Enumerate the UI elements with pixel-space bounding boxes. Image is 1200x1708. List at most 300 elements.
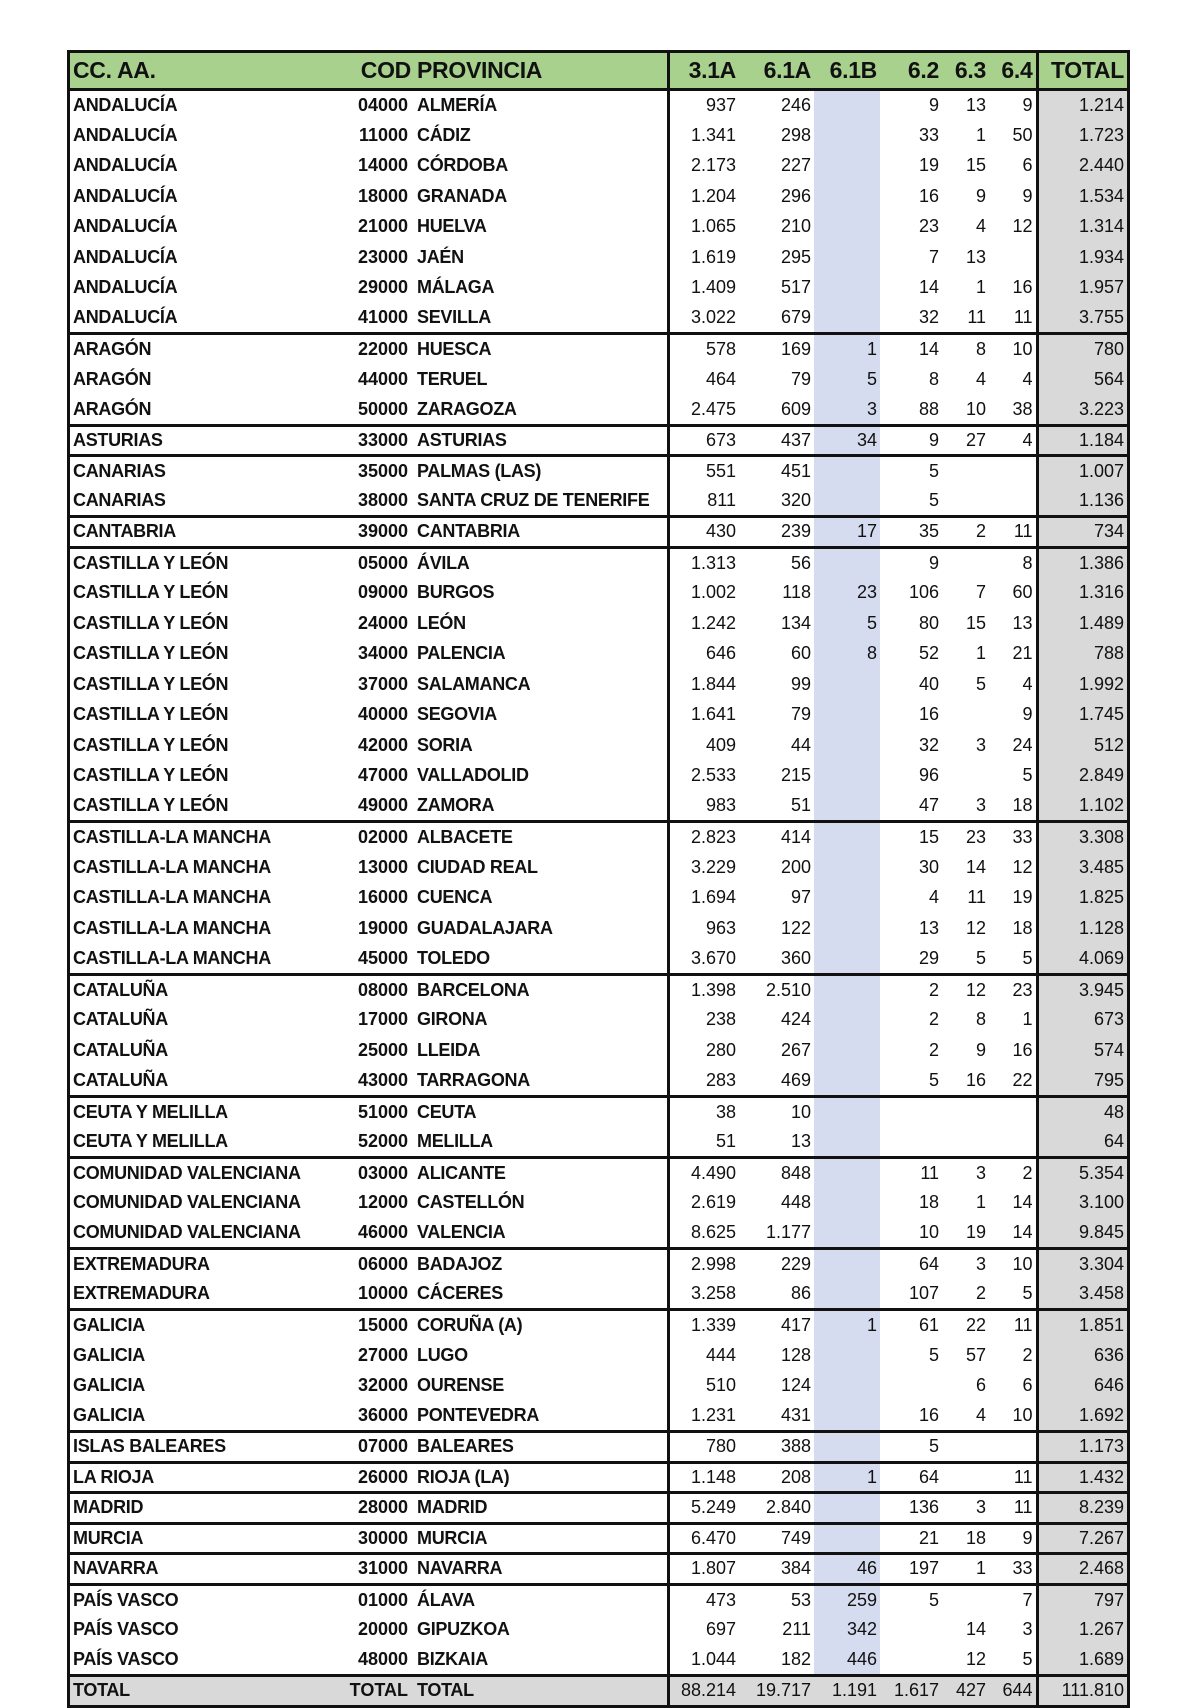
cell-6-1b: 5 xyxy=(814,608,880,639)
cell-3-1a: 2.173 xyxy=(668,151,739,182)
cell-total: 3.458 xyxy=(1037,1279,1127,1310)
cell-6-1a: 517 xyxy=(780,277,811,298)
table-row xyxy=(70,1279,1127,1310)
cell-6-4: 12 xyxy=(1012,216,1033,237)
cell-6-1a: 44 xyxy=(790,734,811,755)
cell-total: 636 xyxy=(1037,1340,1127,1371)
cell-6-1a: 169 xyxy=(739,334,814,365)
cell-6-3: 4 xyxy=(975,1405,986,1425)
cell-provincia: BALEARES xyxy=(414,1432,668,1463)
cell-3-1a: 1.619 xyxy=(668,242,739,273)
cell-ccaa: CASTILLA Y LEÓN xyxy=(73,612,229,633)
cell-total: 3.755 xyxy=(1037,303,1127,334)
cell-cod: 42000 xyxy=(357,734,408,755)
cell-cod: 14000 xyxy=(357,155,408,176)
cell-cod: 05000 xyxy=(342,547,414,578)
cell-6-3: 7 xyxy=(975,582,986,603)
cell-6-1a: 749 xyxy=(739,1523,814,1554)
cell-cod: 20000 xyxy=(357,1619,408,1640)
cell-total: 1.489 xyxy=(1037,608,1127,639)
cell-6-1b xyxy=(814,1157,880,1188)
cell-provincia: SEVILLA xyxy=(417,307,491,327)
cell-3-1a: 963 xyxy=(668,913,739,944)
header-total: TOTAL xyxy=(1037,53,1127,90)
province-table xyxy=(70,53,1127,1705)
cell-6-3: 9 xyxy=(975,1039,986,1060)
cell-6-4: 10 xyxy=(1012,1405,1033,1425)
totals-6-3: 427 xyxy=(942,1676,989,1705)
cell-6-2: 14 xyxy=(918,277,939,298)
cell-6-4 xyxy=(989,486,1037,517)
cell-6-1b xyxy=(814,730,880,761)
cell-6-2: 33 xyxy=(918,124,939,145)
cell-ccaa: PAÍS VASCO xyxy=(73,1619,179,1640)
cell-6-4: 9 xyxy=(1022,704,1033,725)
cell-6-2: 4 xyxy=(928,887,939,908)
table-row xyxy=(70,334,1127,365)
table-row xyxy=(70,1584,1127,1615)
cell-cod: 06000 xyxy=(342,1249,414,1280)
cell-6-1a: 128 xyxy=(780,1344,811,1365)
cell-6-1b xyxy=(814,700,880,731)
cell-total: 1.184 xyxy=(1037,425,1127,456)
table-row xyxy=(70,212,1127,243)
cell-6-4: 22 xyxy=(1012,1069,1033,1090)
cell-total: 2.849 xyxy=(1037,761,1127,792)
cell-6-1a: 417 xyxy=(739,1310,814,1341)
cell-total: 512 xyxy=(1037,730,1127,761)
header-cod: COD xyxy=(342,53,414,90)
table-row xyxy=(70,761,1127,792)
table-row xyxy=(70,608,1127,639)
cell-provincia: SANTA CRUZ DE TENERIFE xyxy=(417,490,650,510)
cell-3-1a: 780 xyxy=(668,1432,739,1463)
header-6-4: 6.4 xyxy=(989,53,1037,90)
table-row xyxy=(70,1615,1127,1646)
cell-6-3: 3 xyxy=(942,1157,989,1188)
cell-6-1a: 384 xyxy=(739,1554,814,1585)
cell-6-3 xyxy=(942,547,989,578)
cell-6-1b: 5 xyxy=(814,364,880,395)
cell-ccaa: CATALUÑA xyxy=(70,974,342,1005)
totals-6-2: 1.617 xyxy=(880,1676,942,1705)
cell-3-1a: 1.844 xyxy=(668,669,739,700)
table-row xyxy=(70,1005,1127,1036)
cell-cod: 48000 xyxy=(357,1649,408,1669)
cell-6-3: 1 xyxy=(942,1554,989,1585)
cell-ccaa: CASTILLA Y LEÓN xyxy=(73,582,229,603)
cell-6-4: 11 xyxy=(989,1493,1037,1524)
cell-6-1b xyxy=(814,1340,880,1371)
cell-total: 1.314 xyxy=(1037,212,1127,243)
cell-cod: 39000 xyxy=(342,517,414,548)
cell-provincia: RIOJA (LA) xyxy=(414,1462,668,1493)
cell-6-2: 10 xyxy=(918,1222,939,1242)
cell-cod: 34000 xyxy=(357,643,408,664)
cell-3-1a: 2.998 xyxy=(668,1249,739,1280)
cell-6-4: 18 xyxy=(1012,917,1033,938)
cell-6-1b xyxy=(814,1188,880,1219)
cell-3-1a: 1.694 xyxy=(668,883,739,914)
cell-ccaa: ANDALUCÍA xyxy=(73,216,178,237)
cell-6-1a: 437 xyxy=(739,425,814,456)
cell-ccaa: LA RIOJA xyxy=(70,1462,342,1493)
cell-provincia: CIUDAD REAL xyxy=(417,856,538,877)
cell-6-1b: 17 xyxy=(814,517,880,548)
cell-3-1a: 3.022 xyxy=(668,303,739,334)
cell-cod: 51000 xyxy=(342,1096,414,1127)
cell-cod: 07000 xyxy=(342,1432,414,1463)
cell-6-3 xyxy=(942,456,989,487)
cell-6-1a: 448 xyxy=(780,1192,811,1213)
cell-6-4 xyxy=(989,1127,1037,1158)
cell-6-2: 11 xyxy=(880,1157,942,1188)
cell-3-1a: 1.409 xyxy=(668,273,739,304)
cell-6-2: 30 xyxy=(918,856,939,877)
cell-3-1a: 510 xyxy=(668,1371,739,1402)
cell-cod: 49000 xyxy=(357,795,408,815)
cell-3-1a: 1.341 xyxy=(668,120,739,151)
cell-3-1a: 280 xyxy=(668,1035,739,1066)
cell-6-2: 19 xyxy=(918,155,939,176)
cell-6-3 xyxy=(942,1127,989,1158)
cell-ccaa: ASTURIAS xyxy=(70,425,342,456)
cell-ccaa: CASTILLA Y LEÓN xyxy=(73,765,229,786)
cell-total: 1.432 xyxy=(1037,1462,1127,1493)
totals-6-4: 644 xyxy=(989,1676,1037,1705)
cell-provincia: NAVARRA xyxy=(414,1554,668,1585)
cell-ccaa: CASTILLA Y LEÓN xyxy=(73,643,229,664)
cell-6-4: 38 xyxy=(1012,398,1033,419)
cell-6-2: 5 xyxy=(880,1584,942,1615)
cell-3-1a: 551 xyxy=(668,456,739,487)
table-row xyxy=(70,1188,1127,1219)
table-row xyxy=(70,883,1127,914)
cell-6-3 xyxy=(942,761,989,792)
cell-cod: 41000 xyxy=(357,307,408,327)
cell-total: 795 xyxy=(1037,1066,1127,1097)
cell-provincia: HUESCA xyxy=(414,334,668,365)
cell-6-4 xyxy=(989,1432,1037,1463)
header-6-1b: 6.1B xyxy=(814,53,880,90)
cell-6-1b xyxy=(814,1249,880,1280)
cell-6-4: 10 xyxy=(989,1249,1037,1280)
cell-ccaa: GALICIA xyxy=(73,1344,145,1365)
cell-total: 2.440 xyxy=(1037,151,1127,182)
cell-ccaa: EXTREMADURA xyxy=(73,1283,210,1303)
cell-provincia: BARCELONA xyxy=(414,974,668,1005)
cell-ccaa: CASTILLA-LA MANCHA xyxy=(73,947,271,968)
cell-ccaa: CASTILLA Y LEÓN xyxy=(73,734,229,755)
cell-ccaa: ARAGÓN xyxy=(73,398,152,419)
cell-total: 7.267 xyxy=(1037,1523,1127,1554)
cell-ccaa: CASTILLA-LA MANCHA xyxy=(73,856,271,877)
cell-ccaa: ANDALUCÍA xyxy=(73,155,178,176)
cell-cod: 38000 xyxy=(357,490,408,510)
cell-ccaa: CANARIAS xyxy=(70,456,342,487)
cell-6-4: 11 xyxy=(989,1462,1037,1493)
cell-provincia: LUGO xyxy=(417,1344,468,1365)
cell-6-1b xyxy=(814,669,880,700)
cell-6-4 xyxy=(989,456,1037,487)
cell-cod: 09000 xyxy=(357,582,408,603)
cell-6-1a: 229 xyxy=(739,1249,814,1280)
table-row xyxy=(70,456,1127,487)
cell-cod: 08000 xyxy=(342,974,414,1005)
cell-provincia: ALBACETE xyxy=(414,822,668,853)
cell-3-1a: 578 xyxy=(668,334,739,365)
cell-6-2: 2 xyxy=(928,1009,939,1030)
cell-6-3: 27 xyxy=(942,425,989,456)
cell-6-4: 9 xyxy=(1022,95,1033,115)
cell-provincia: PONTEVEDRA xyxy=(417,1405,540,1425)
totals-3-1a: 88.214 xyxy=(668,1676,739,1705)
cell-cod: 40000 xyxy=(357,704,408,725)
cell-total: 1.267 xyxy=(1037,1615,1127,1646)
cell-6-4: 5 xyxy=(1022,765,1033,786)
cell-3-1a: 473 xyxy=(668,1584,739,1615)
cell-cod: 22000 xyxy=(342,334,414,365)
cell-6-2: 5 xyxy=(928,490,939,510)
cell-6-1b: 259 xyxy=(814,1584,880,1615)
cell-6-2: 16 xyxy=(918,1405,939,1425)
cell-6-4: 18 xyxy=(1012,795,1033,815)
cell-cod: 43000 xyxy=(357,1069,408,1090)
cell-ccaa: ANDALUCÍA xyxy=(73,246,178,267)
cell-3-1a: 3.258 xyxy=(668,1279,739,1310)
cell-provincia: GUADALAJARA xyxy=(417,917,553,938)
table-row xyxy=(70,1523,1127,1554)
cell-6-1b xyxy=(814,1523,880,1554)
cell-6-2: 14 xyxy=(880,334,942,365)
cell-6-2: 2 xyxy=(928,1039,939,1060)
cell-cod: 19000 xyxy=(357,917,408,938)
cell-3-1a: 2.475 xyxy=(668,395,739,426)
cell-provincia: SORIA xyxy=(417,734,473,755)
cell-cod: 44000 xyxy=(357,368,408,389)
cell-6-1b xyxy=(814,852,880,883)
cell-ccaa: GALICIA xyxy=(73,1375,145,1396)
cell-6-1a: 414 xyxy=(739,822,814,853)
cell-6-1a: 10 xyxy=(739,1096,814,1127)
cell-total: 1.689 xyxy=(1037,1645,1127,1676)
cell-6-4: 21 xyxy=(1012,643,1033,664)
cell-total: 1.825 xyxy=(1037,883,1127,914)
cell-total: 1.214 xyxy=(1037,90,1127,121)
cell-ccaa: CEUTA Y MELILLA xyxy=(73,1130,228,1151)
cell-total: 1.723 xyxy=(1037,120,1127,151)
cell-3-1a: 283 xyxy=(668,1066,739,1097)
cell-3-1a: 444 xyxy=(668,1340,739,1371)
cell-total: 5.354 xyxy=(1037,1157,1127,1188)
cell-6-3: 15 xyxy=(965,155,986,176)
cell-provincia: JAÉN xyxy=(417,246,464,267)
cell-ccaa: COMUNIDAD VALENCIANA xyxy=(70,1157,342,1188)
table-row xyxy=(70,1371,1127,1402)
cell-provincia: ÁVILA xyxy=(414,547,668,578)
cell-6-2: 7 xyxy=(928,246,939,267)
cell-6-2: 96 xyxy=(918,765,939,786)
cell-6-1a: 53 xyxy=(739,1584,814,1615)
cell-6-4: 33 xyxy=(989,1554,1037,1585)
cell-6-1b: 46 xyxy=(814,1554,880,1585)
cell-3-1a: 1.398 xyxy=(668,974,739,1005)
cell-6-3: 6 xyxy=(975,1375,986,1396)
table-row xyxy=(70,395,1127,426)
table-row xyxy=(70,913,1127,944)
cell-3-1a: 1.807 xyxy=(668,1554,739,1585)
cell-cod: 36000 xyxy=(357,1405,408,1425)
cell-6-2: 5 xyxy=(928,1069,939,1090)
cell-6-1b xyxy=(814,974,880,1005)
cell-provincia: GIRONA xyxy=(417,1009,488,1030)
cell-6-3: 23 xyxy=(942,822,989,853)
cell-cod: 32000 xyxy=(357,1375,408,1396)
cell-6-1a: 210 xyxy=(780,216,811,237)
cell-6-1a: 79 xyxy=(790,704,811,725)
cell-6-1b: 446 xyxy=(814,1645,880,1676)
cell-6-4 xyxy=(989,1096,1037,1127)
cell-6-4: 1 xyxy=(1022,1009,1033,1030)
cell-6-3: 3 xyxy=(942,1249,989,1280)
table-row xyxy=(70,822,1127,853)
cell-6-4: 2 xyxy=(1022,1344,1033,1365)
cell-6-4: 14 xyxy=(1012,1192,1033,1213)
table-row xyxy=(70,669,1127,700)
table-row xyxy=(70,425,1127,456)
cell-6-4: 33 xyxy=(989,822,1037,853)
cell-3-1a: 6.470 xyxy=(668,1523,739,1554)
cell-6-3 xyxy=(942,1584,989,1615)
table-row xyxy=(70,1249,1127,1280)
cell-6-4 xyxy=(989,242,1037,273)
cell-cod: 50000 xyxy=(357,398,408,419)
cell-6-1a: 679 xyxy=(780,307,811,327)
cell-cod: 10000 xyxy=(357,1283,408,1303)
cell-6-2: 47 xyxy=(918,795,939,815)
cell-cod: 24000 xyxy=(357,612,408,633)
cell-6-2: 9 xyxy=(880,547,942,578)
cell-6-2: 5 xyxy=(880,456,942,487)
cell-6-1a: 200 xyxy=(780,856,811,877)
cell-6-1a: 124 xyxy=(780,1375,811,1396)
cell-6-1b xyxy=(814,273,880,304)
cell-total: 646 xyxy=(1037,1371,1127,1402)
cell-provincia: MELILLA xyxy=(417,1130,493,1151)
table-row xyxy=(70,547,1127,578)
cell-6-3: 1 xyxy=(975,277,986,298)
cell-6-3: 5 xyxy=(975,673,986,694)
cell-6-1b xyxy=(814,486,880,517)
cell-6-1b xyxy=(814,1127,880,1158)
cell-6-4: 5 xyxy=(1022,1649,1033,1669)
cell-3-1a: 1.204 xyxy=(668,181,739,212)
cell-6-3: 3 xyxy=(942,1493,989,1524)
cell-6-1b xyxy=(814,1371,880,1402)
cell-6-1a: 99 xyxy=(790,673,811,694)
cell-provincia: MÁLAGA xyxy=(417,277,495,298)
cell-ccaa: EXTREMADURA xyxy=(70,1249,342,1280)
table-row xyxy=(70,303,1127,334)
cell-3-1a: 1.002 xyxy=(668,578,739,609)
cell-provincia: ZARAGOZA xyxy=(417,398,517,419)
cell-3-1a: 1.339 xyxy=(668,1310,739,1341)
table-row xyxy=(70,151,1127,182)
cell-6-1a: 2.840 xyxy=(739,1493,814,1524)
cell-cod: 47000 xyxy=(357,765,408,786)
table-row xyxy=(70,1493,1127,1524)
totals-6-1a: 19.717 xyxy=(739,1676,814,1705)
cell-6-4: 12 xyxy=(1012,856,1033,877)
cell-total: 780 xyxy=(1037,334,1127,365)
cell-6-1a: 424 xyxy=(780,1009,811,1030)
cell-6-1a: 182 xyxy=(780,1649,811,1669)
cell-3-1a: 2.533 xyxy=(668,761,739,792)
cell-total: 1.386 xyxy=(1037,547,1127,578)
header-ccaa: CC. AA. xyxy=(70,53,342,90)
cell-ccaa: ARAGÓN xyxy=(73,368,152,389)
cell-6-4: 60 xyxy=(1012,582,1033,603)
cell-provincia: CASTELLÓN xyxy=(417,1192,525,1213)
cell-6-1a: 51 xyxy=(790,795,811,815)
table-row xyxy=(70,1462,1127,1493)
cell-6-3: 1 xyxy=(975,643,986,664)
cell-3-1a: 51 xyxy=(668,1127,739,1158)
cell-6-1b: 1 xyxy=(814,1310,880,1341)
cell-6-2: 40 xyxy=(918,673,939,694)
cell-cod: 02000 xyxy=(342,822,414,853)
cell-6-3 xyxy=(942,700,989,731)
cell-total: 2.468 xyxy=(1037,1554,1127,1585)
cell-6-4: 9 xyxy=(1022,185,1033,206)
cell-provincia: ASTURIAS xyxy=(414,425,668,456)
cell-6-4: 10 xyxy=(989,334,1037,365)
cell-provincia: PALENCIA xyxy=(417,643,506,664)
cell-6-2: 9 xyxy=(928,95,939,115)
cell-6-3: 9 xyxy=(975,185,986,206)
table-row xyxy=(70,1035,1127,1066)
cell-provincia: ALMERÍA xyxy=(417,95,497,115)
cell-cod: 37000 xyxy=(357,673,408,694)
cell-6-1b: 1 xyxy=(814,1462,880,1493)
cell-ccaa: CEUTA Y MELILLA xyxy=(70,1096,342,1127)
cell-6-1b xyxy=(814,547,880,578)
cell-3-1a: 1.313 xyxy=(668,547,739,578)
cell-6-3: 3 xyxy=(975,734,986,755)
cell-6-4: 11 xyxy=(1013,307,1033,327)
totals-provincia: TOTAL xyxy=(414,1676,668,1705)
cell-6-1b xyxy=(814,883,880,914)
cell-provincia: BURGOS xyxy=(417,582,495,603)
cell-6-2 xyxy=(880,1127,942,1158)
cell-6-4: 19 xyxy=(1012,887,1033,908)
cell-provincia: CANTABRIA xyxy=(414,517,668,548)
cell-6-2: 5 xyxy=(880,1432,942,1463)
cell-6-1a: 79 xyxy=(790,368,811,389)
cell-3-1a: 1.242 xyxy=(668,608,739,639)
cell-cod: 15000 xyxy=(342,1310,414,1341)
cell-total: 1.136 xyxy=(1037,486,1127,517)
table-row xyxy=(70,1096,1127,1127)
cell-6-2: 106 xyxy=(908,582,939,603)
cell-6-2: 64 xyxy=(880,1462,942,1493)
cell-6-2: 61 xyxy=(880,1310,942,1341)
cell-6-3: 8 xyxy=(942,334,989,365)
cell-provincia: OURENSE xyxy=(417,1375,504,1396)
cell-6-4: 11 xyxy=(989,517,1037,548)
table-row xyxy=(70,791,1127,822)
cell-6-1b: 1 xyxy=(814,334,880,365)
